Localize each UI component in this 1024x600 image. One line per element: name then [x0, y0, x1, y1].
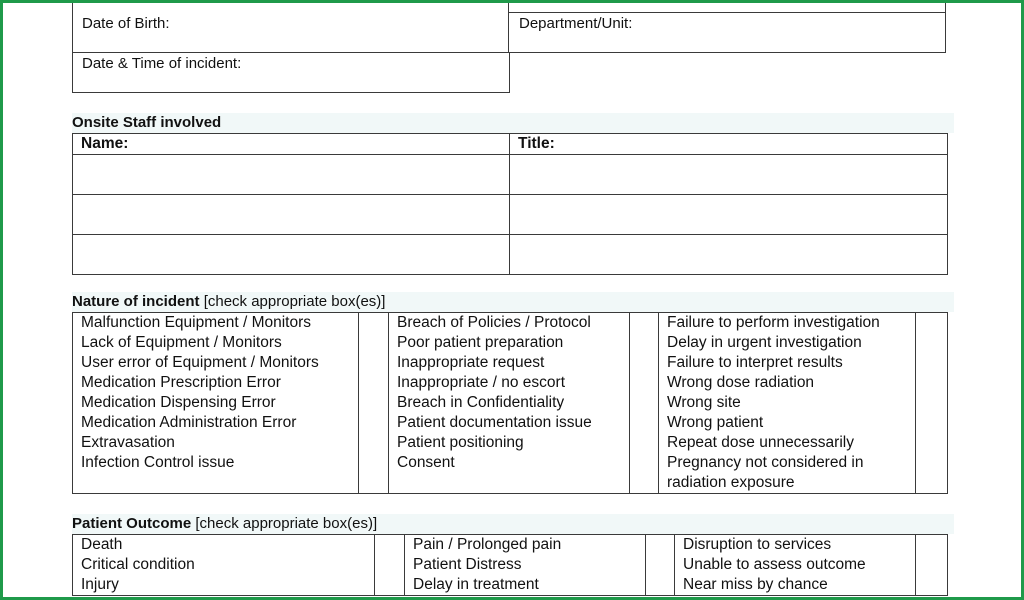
nature-checkbox[interactable]: [630, 393, 659, 413]
nature-row: [73, 413, 948, 433]
outcome-checkbox[interactable]: [375, 555, 405, 575]
nature-option-label: Medication Administration Error: [73, 413, 359, 433]
nature-table: [72, 312, 948, 494]
nature-checkbox[interactable]: [916, 313, 948, 334]
nature-option-label: Extravasation: [73, 433, 359, 453]
nature-hint: [check appropriate box(es)]: [203, 293, 386, 310]
nature-option-label: Patient positioning: [389, 433, 630, 453]
nature-option-label: Infection Control issue: [73, 453, 359, 494]
outcome-option-label: Disruption to services: [675, 535, 916, 556]
incident-form-page: [3, 3, 1021, 597]
nature-checkbox[interactable]: [359, 353, 389, 373]
nature-option-label: Malfunction Equipment / Monitors: [73, 313, 359, 334]
nature-option-label: Wrong patient: [659, 413, 916, 433]
outcome-checkbox[interactable]: [375, 535, 405, 556]
nature-option-label: Failure to interpret results: [659, 353, 916, 373]
nature-option-label: Poor patient preparation: [389, 333, 630, 353]
outcome-checkbox[interactable]: [916, 575, 948, 596]
nature-checkbox[interactable]: [359, 373, 389, 393]
nature-option-label: User error of Equipment / Monitors: [73, 353, 359, 373]
outcome-option-label: Critical condition: [73, 555, 375, 575]
nature-option-label: Wrong dose radiation: [659, 373, 916, 393]
nature-option-label: Medication Prescription Error: [73, 373, 359, 393]
outcome-checkbox[interactable]: [646, 555, 675, 575]
nature-checkbox[interactable]: [916, 433, 948, 453]
outcome-option-label: Injury: [73, 575, 375, 596]
nature-checkbox[interactable]: [630, 373, 659, 393]
nature-option-label: Repeat dose unnecessarily: [659, 433, 916, 453]
nature-checkbox[interactable]: [630, 353, 659, 373]
staff-name-cell[interactable]: [73, 195, 510, 235]
nature-option-label: Pregnancy not considered in radiation exposure: [659, 453, 916, 494]
outcome-title-bold: Patient Outcome: [72, 515, 192, 532]
top-strip: [509, 1, 946, 13]
department-label: Department/Unit:: [519, 15, 633, 32]
nature-option-label: Lack of Equipment / Monitors: [73, 333, 359, 353]
outcome-checkbox[interactable]: [916, 555, 948, 575]
nature-row: [73, 373, 948, 393]
nature-checkbox[interactable]: [630, 313, 659, 334]
nature-title-bold: Nature of incident: [72, 293, 200, 310]
nature-row: [73, 393, 948, 413]
outcome-option-label: Patient Distress: [405, 555, 646, 575]
nature-option-label: Breach in Confidentiality: [389, 393, 630, 413]
outcome-row: [73, 555, 948, 575]
nature-option-label: Inappropriate / no escort: [389, 373, 630, 393]
nature-checkbox[interactable]: [916, 393, 948, 413]
nature-checkbox[interactable]: [359, 333, 389, 353]
nature-option-label: Patient documentation issue: [389, 413, 630, 433]
outcome-option-label: Unable to assess outcome: [675, 555, 916, 575]
outcome-checkbox[interactable]: [646, 575, 675, 596]
staff-title-cell[interactable]: [510, 195, 948, 235]
staff-title-cell[interactable]: [510, 155, 948, 195]
staff-title-cell[interactable]: [510, 235, 948, 275]
nature-checkbox[interactable]: [359, 393, 389, 413]
outcome-checkbox[interactable]: [916, 535, 948, 556]
name-column-header: Name:: [73, 134, 510, 155]
outcome-option-label: Death: [73, 535, 375, 556]
outcome-row: [73, 575, 948, 596]
dob-label: Date of Birth:: [82, 15, 170, 32]
title-column-header: Title:: [510, 134, 948, 155]
nature-option-label: Medication Dispensing Error: [73, 393, 359, 413]
nature-checkbox[interactable]: [916, 373, 948, 393]
outcome-option-label: Delay in treatment: [405, 575, 646, 596]
outcome-hint: [check appropriate box(es)]: [195, 515, 378, 532]
nature-option-label: Delay in urgent investigation: [659, 333, 916, 353]
staff-title: Onsite Staff involved: [72, 114, 222, 131]
nature-option-label: Inappropriate request: [389, 353, 630, 373]
nature-checkbox[interactable]: [916, 353, 948, 373]
nature-row: [73, 353, 948, 373]
nature-option-label: Consent: [389, 453, 630, 494]
outcome-table: [72, 534, 948, 596]
outcome-row: [73, 535, 948, 556]
nature-checkbox[interactable]: [916, 413, 948, 433]
nature-checkbox[interactable]: [359, 433, 389, 453]
nature-checkbox[interactable]: [359, 453, 389, 494]
staff-name-cell[interactable]: [73, 155, 510, 195]
nature-checkbox[interactable]: [359, 413, 389, 433]
staff-table: [72, 133, 948, 275]
outcome-title: [72, 515, 377, 533]
nature-checkbox[interactable]: [630, 453, 659, 494]
nature-title: [72, 293, 385, 311]
nature-row: [73, 333, 948, 353]
nature-checkbox[interactable]: [630, 333, 659, 353]
outcome-checkbox[interactable]: [646, 535, 675, 556]
datetime-label: Date & Time of incident:: [82, 55, 242, 72]
nature-checkbox[interactable]: [916, 333, 948, 353]
outcome-option-label: Near miss by chance: [675, 575, 916, 596]
nature-checkbox[interactable]: [916, 453, 948, 494]
outcome-option-label: Pain / Prolonged pain: [405, 535, 646, 556]
nature-option-label: Breach of Policies / Protocol: [389, 313, 630, 334]
nature-row: [73, 453, 948, 494]
nature-row: [73, 313, 948, 334]
nature-checkbox[interactable]: [630, 413, 659, 433]
nature-checkbox[interactable]: [630, 433, 659, 453]
nature-option-label: Wrong site: [659, 393, 916, 413]
nature-option-label: Failure to perform investigation: [659, 313, 916, 334]
nature-checkbox[interactable]: [359, 313, 389, 334]
outcome-checkbox[interactable]: [375, 575, 405, 596]
nature-row: [73, 433, 948, 453]
staff-name-cell[interactable]: [73, 235, 510, 275]
